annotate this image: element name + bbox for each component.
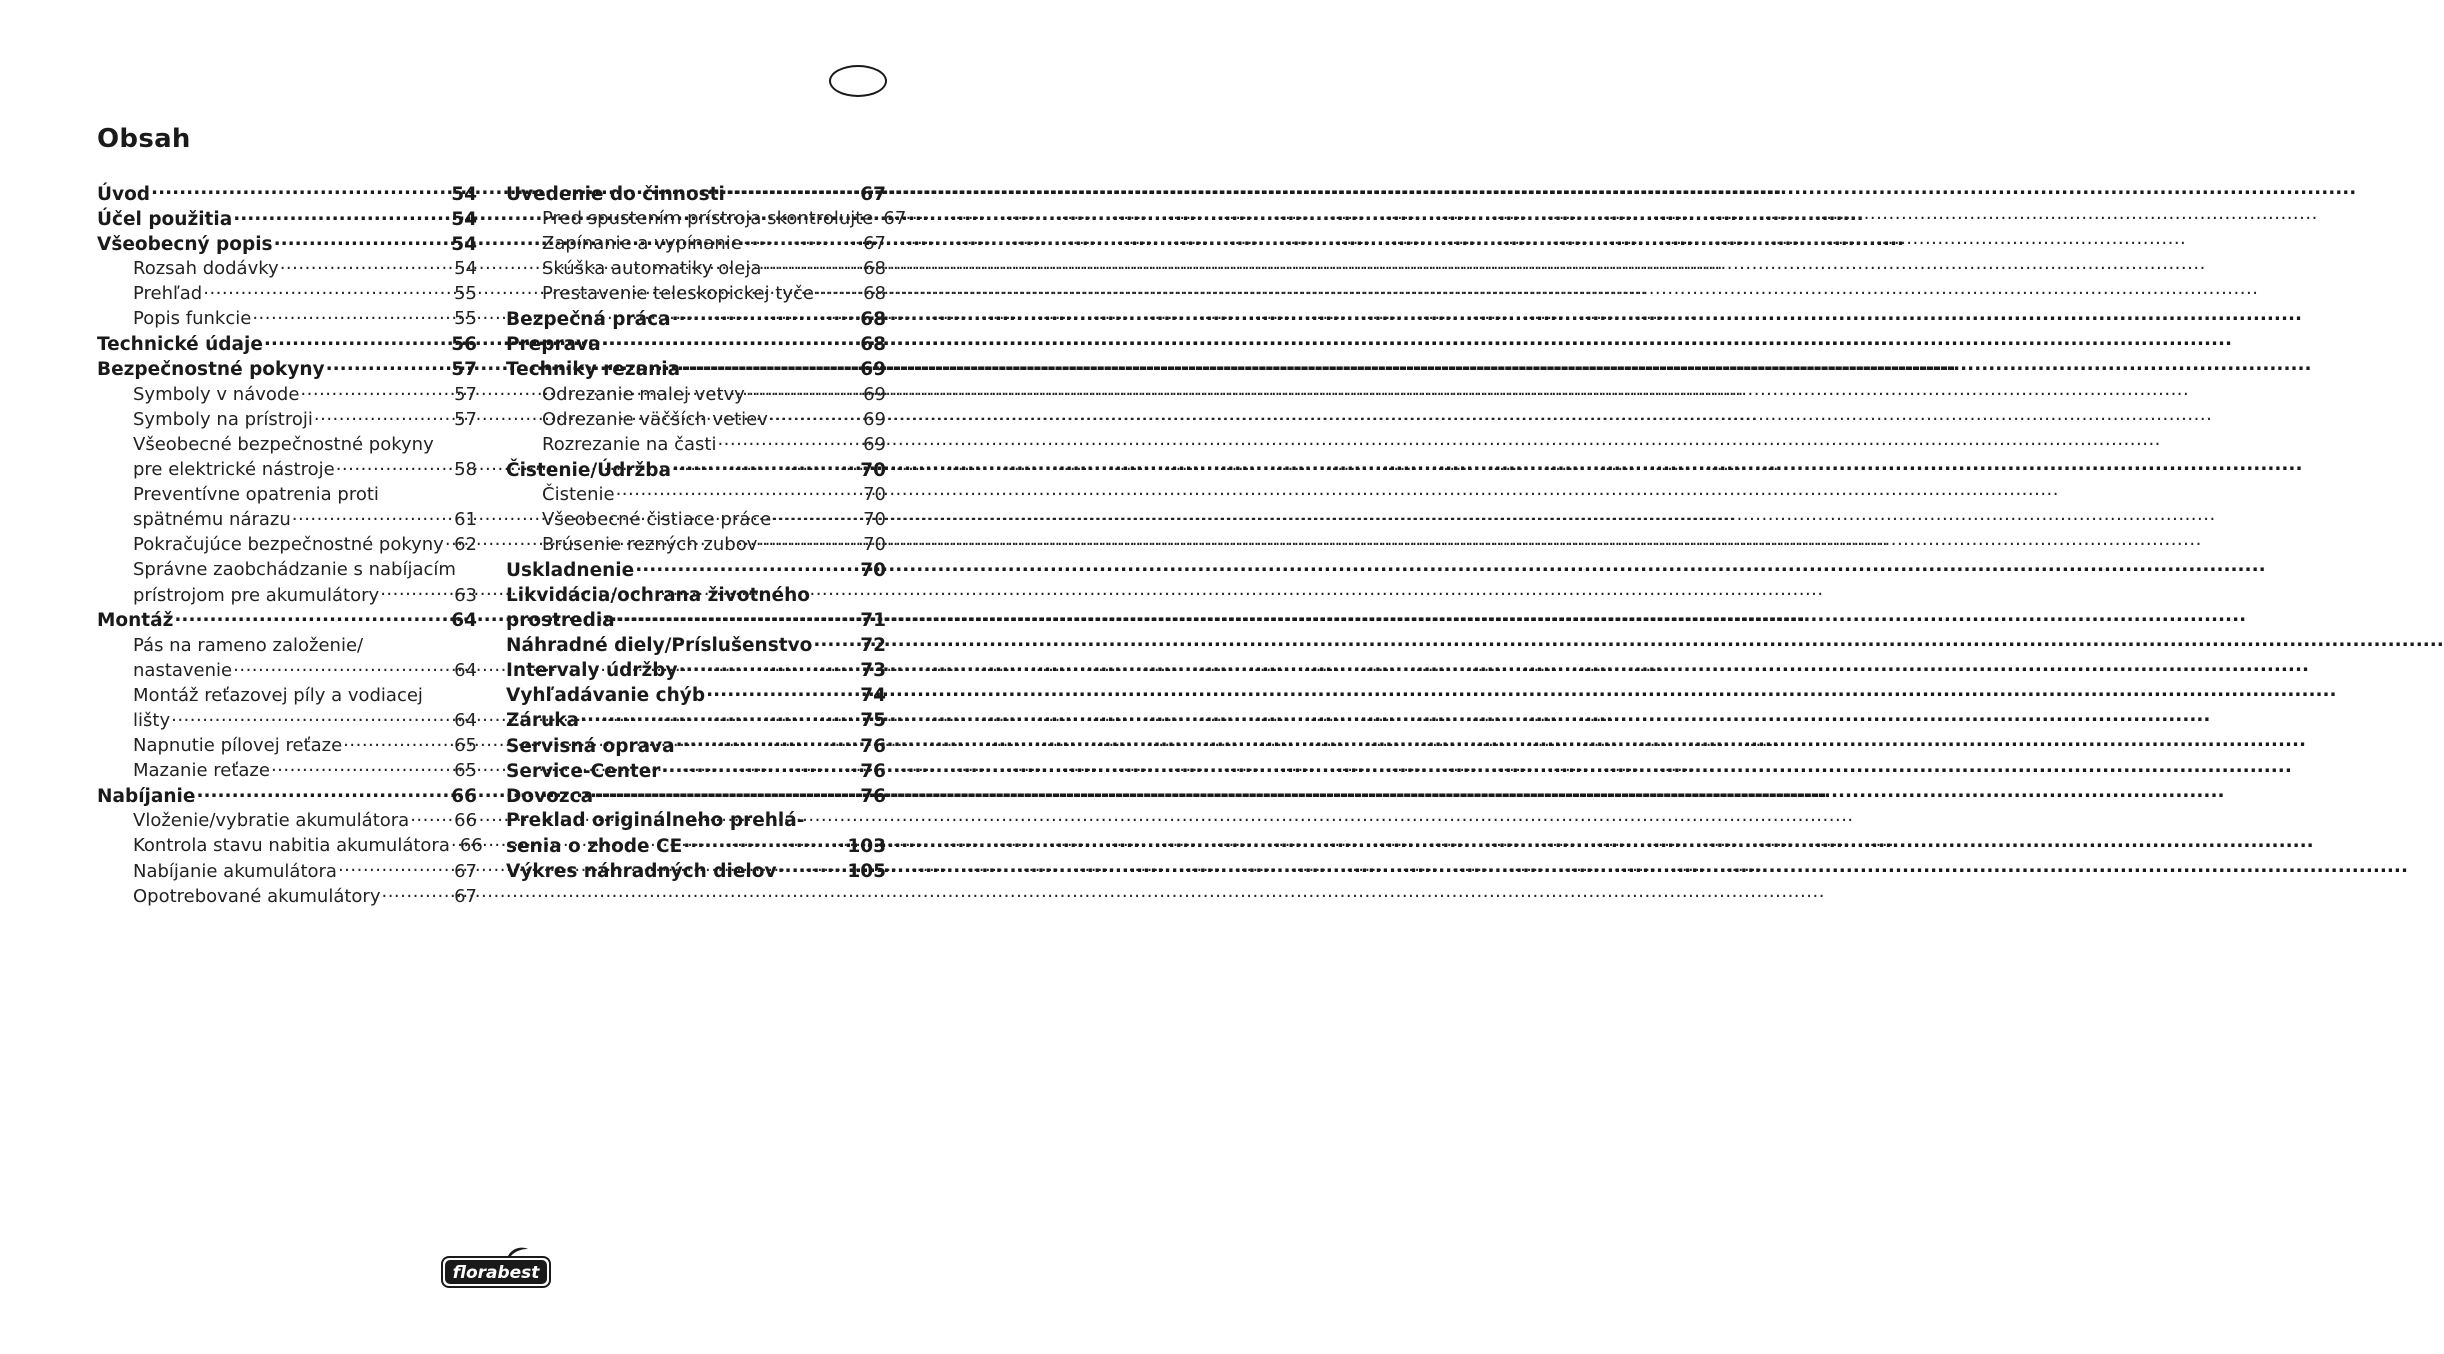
toc-entry-title: Servisná oprava — [506, 735, 675, 757]
toc-dot-leader — [380, 583, 453, 601]
toc-dot-leader — [233, 206, 450, 225]
toc-dot-leader — [602, 332, 860, 351]
toc-entry-title: spätnému nárazu — [133, 509, 291, 531]
toc-entry-title: prostredia — [506, 610, 615, 632]
toc-entry-title: Montáž — [97, 610, 174, 632]
toc-dot-leader — [679, 658, 860, 677]
toc-page-number: 70 — [860, 459, 886, 481]
toc-entry-title: Preprava — [506, 334, 601, 356]
toc-entry-title: pre elektrické nástroje — [133, 459, 335, 481]
toc-page-number: 63 — [454, 584, 477, 606]
toc-page-number: 69 — [860, 359, 886, 381]
toc-dot-leader — [683, 833, 846, 852]
toc-page-number: 57 — [451, 359, 477, 381]
toc-entry-title: Rozsah dodávky — [133, 258, 279, 280]
toc-dot-leader — [778, 859, 847, 878]
toc-page-number: 71 — [860, 610, 886, 632]
toc-dot-leader — [743, 231, 862, 249]
toc-page-number: 67 — [863, 233, 886, 255]
toc-page-number: 70 — [863, 534, 886, 556]
toc-dot-leader — [661, 758, 859, 777]
toc-page-number: 69 — [863, 408, 886, 430]
toc-dot-leader — [445, 532, 453, 550]
toc-subsection[interactable] — [97, 658, 477, 683]
toc-subsection[interactable] — [97, 808, 477, 833]
toc-page-number: 76 — [860, 735, 886, 757]
toc-dot-leader — [672, 306, 860, 325]
toc-page-number: 58 — [454, 459, 477, 481]
toc-dot-leader — [681, 357, 859, 376]
toc-dot-leader — [381, 884, 453, 902]
toc-page-number: 54 — [451, 208, 477, 230]
toc-entry-title: Likvidácia/ochrana životného — [506, 584, 810, 606]
toc-entry-title: Skúška automatiky oleja — [542, 258, 762, 280]
toc-page-number: 75 — [860, 710, 886, 732]
toc-dot-leader — [813, 633, 859, 652]
toc-page-number: 64 — [454, 709, 477, 731]
toc-page-number: 57 — [454, 383, 477, 405]
toc-page-number: 54 — [451, 183, 477, 205]
toc-page-number: 68 — [860, 334, 886, 356]
language-badge — [829, 65, 887, 97]
toc-page-number: 68 — [860, 308, 886, 330]
toc-page-number: 56 — [451, 334, 477, 356]
toc-page-number: 64 — [451, 610, 477, 632]
toc-subsection[interactable] — [97, 507, 477, 532]
toc-dot-leader — [274, 231, 451, 250]
toc-subsection[interactable] — [97, 457, 477, 482]
toc-subsection[interactable] — [97, 884, 477, 909]
toc-entry-title: Opotrebované akumulátory — [133, 885, 381, 907]
toc-page-number: 67 — [860, 183, 886, 205]
toc-page-number: 73 — [860, 660, 886, 682]
toc-dot-leader — [280, 256, 453, 274]
toc-dot-leader — [336, 457, 453, 475]
toc-page-number: 76 — [860, 785, 886, 807]
toc-dot-leader — [252, 306, 453, 324]
toc-dot-leader — [717, 432, 862, 450]
toc-dot-leader — [815, 281, 862, 299]
toc-dot-leader — [594, 783, 859, 802]
toc-dot-leader — [616, 608, 860, 627]
toc-dot-leader — [264, 332, 450, 351]
toc-page-number: 66 — [451, 785, 477, 807]
toc-section[interactable] — [506, 181, 886, 206]
toc-dot-leader — [746, 382, 862, 400]
toc-dot-leader — [635, 557, 859, 576]
toc-dot-leader — [706, 683, 859, 702]
toc-page-number: 67 — [454, 885, 477, 907]
toc-entry-title: Všeobecné bezpečnostné pokyny — [133, 433, 434, 455]
toc-entry-title: Brúsenie rezných zubov — [542, 534, 758, 556]
toc-entry-title: Výkres náhradných dielov — [506, 861, 777, 883]
toc-entry-title: Dovozca — [506, 785, 594, 807]
toc-page-number: 65 — [454, 735, 477, 757]
toc-entry-title: Uskladnenie — [506, 559, 635, 581]
toc-entry-title: Odrezanie malej vetvy — [542, 383, 745, 405]
toc-entry-title: Popis funkcie — [133, 308, 252, 330]
toc-page-number: 54 — [454, 258, 477, 280]
toc-entry-title: Čistenie/Údržba — [506, 459, 672, 481]
toc-entry-title: Čistenie — [542, 484, 615, 506]
toc-dot-leader — [672, 457, 859, 476]
florabest-logo — [440, 1246, 552, 1290]
toc-section[interactable] — [97, 608, 477, 633]
toc-entry-title: Bezpečnostné pokyny — [97, 359, 325, 381]
toc-entry-title: Všeobecné čistiace práce — [542, 509, 772, 531]
toc-entry-title: Prestavenie teleskopickej tyče — [542, 283, 814, 305]
toc-dot-leader — [762, 256, 862, 274]
toc-entry-title: Intervaly údržby — [506, 660, 678, 682]
toc-entry-title: Zapínanie a vypínanie — [542, 233, 742, 255]
toc-page-number: 76 — [860, 760, 886, 782]
toc-dot-leader — [292, 507, 453, 525]
toc-entry-title: lišty — [133, 709, 171, 731]
toc-entry-title: Pred spustením prístroja skontrolujte — [542, 208, 874, 230]
toc-page-number: 61 — [454, 509, 477, 531]
toc-subsection[interactable] — [97, 407, 477, 432]
toc-entry-title: Technické údaje — [97, 334, 263, 356]
toc-entry-title: Kontrola stavu nabitia akumulátora — [133, 835, 450, 857]
toc-entry-title: Prehľad — [133, 283, 203, 305]
toc-page-number: 67 — [883, 208, 907, 230]
toc-page-number: 105 — [847, 861, 886, 883]
toc-entry-title: Nabíjanie — [97, 785, 196, 807]
toc-dot-leader — [203, 281, 453, 299]
toc-dot-leader — [196, 783, 450, 802]
toc-page-number: 69 — [863, 433, 886, 455]
toc-entry-title: senia o zhode CE — [506, 835, 683, 857]
brand-text: florabest — [452, 1263, 540, 1283]
toc-entry-title: Rozrezanie na časti — [542, 433, 717, 455]
toc-entry-title: Uvedenie do činnosti — [506, 183, 725, 205]
toc-page-number: 70 — [863, 484, 886, 506]
toc-entry-title: Nabíjanie akumulátora — [133, 860, 337, 882]
toc-dot-leader — [314, 407, 453, 425]
toc-dot-leader — [300, 382, 453, 400]
toc-entry-title: Pás na rameno založenie/ — [133, 634, 364, 656]
toc-entry-title: Service-Center — [506, 760, 661, 782]
toc-section[interactable] — [506, 859, 886, 884]
toc-dot-leader — [338, 859, 453, 877]
toc-dot-leader — [772, 507, 862, 525]
toc-page-number: 74 — [860, 685, 886, 707]
toc-entry-title: Vyhľadávanie chýb — [506, 685, 706, 707]
toc-page-number: 66 — [454, 810, 477, 832]
toc-page-number: 72 — [860, 635, 886, 657]
toc-entry-title: Vloženie/vybratie akumulátora — [133, 810, 410, 832]
toc-page-number: 70 — [860, 559, 886, 581]
toc-page-number: 65 — [454, 760, 477, 782]
toc-entry-title: Techniky rezania — [506, 359, 681, 381]
toc-page-number: 68 — [863, 258, 886, 280]
toc-page-number: 69 — [863, 383, 886, 405]
toc-dot-leader — [769, 407, 862, 425]
toc-page-number: 57 — [454, 408, 477, 430]
toc-entry-title: Napnutie pílovej reťaze — [133, 735, 343, 757]
toc-dot-leader — [271, 758, 453, 776]
toc-entry-title: Pokračujúce bezpečnostné pokyny — [133, 534, 444, 556]
toc-entry-title: Správne zaobchádzanie s nabíjacím — [133, 559, 456, 581]
toc-page-number: 68 — [863, 283, 886, 305]
toc-dot-leader — [410, 808, 453, 826]
toc-entry-title: Úvod — [97, 183, 151, 205]
toc-dot-leader — [580, 708, 859, 727]
toc-left-column — [97, 181, 483, 909]
toc-right-column — [506, 181, 907, 884]
toc-dot-leader — [726, 181, 859, 200]
toc-entry-title: prístrojom pre akumulátory — [133, 584, 380, 606]
toc-dot-leader — [233, 658, 453, 676]
toc-dot-leader — [151, 181, 450, 200]
toc-section[interactable] — [506, 783, 886, 808]
toc-page-number: 55 — [454, 283, 477, 305]
page-title: Obsah — [97, 124, 191, 154]
toc-entry-title: Symboly v návode — [133, 383, 300, 405]
toc-dot-leader — [171, 708, 453, 726]
toc-page-number: 67 — [454, 860, 477, 882]
toc-dot-leader — [874, 206, 882, 224]
toc-page-number: 103 — [847, 835, 886, 857]
toc-page-number: 54 — [451, 233, 477, 255]
toc-entry-title: Preklad originálneho prehlá- — [506, 810, 805, 832]
toc-entry-title: Účel použitia — [97, 208, 233, 230]
toc-subsection[interactable] — [97, 532, 477, 557]
toc-page-number: 64 — [454, 659, 477, 681]
toc-entry-title: Všeobecný popis — [97, 233, 273, 255]
toc-page-number: 55 — [454, 308, 477, 330]
toc-page-number: 62 — [454, 534, 477, 556]
toc-entry-title: Preventívne opatrenia proti — [133, 484, 379, 506]
toc-dot-leader — [676, 733, 860, 752]
toc-entry-title: Mazanie reťaze — [133, 760, 270, 782]
toc-page-number: 66 — [459, 835, 483, 857]
toc-page-number: 70 — [863, 509, 886, 531]
toc-dot-leader — [326, 357, 451, 376]
toc-entry-title: Náhradné diely/Príslušenstvo — [506, 635, 813, 657]
toc-entry-title: Symboly na prístroji — [133, 408, 313, 430]
toc-dot-leader — [451, 833, 459, 851]
toc-dot-leader — [174, 608, 450, 627]
toc-entry-title: Odrezanie väčších vetiev — [542, 408, 768, 430]
toc-dot-leader — [616, 482, 863, 500]
toc-entry-title: nastavenie — [133, 659, 233, 681]
toc-dot-leader — [758, 532, 862, 550]
toc-entry-title: Bezpečná práca — [506, 308, 671, 330]
toc-entry-title: Záruka — [506, 710, 579, 732]
toc-section[interactable] — [506, 557, 886, 582]
toc-dot-leader — [343, 733, 453, 751]
toc-entry-title: Montáž reťazovej píly a vodiacej — [133, 684, 423, 706]
